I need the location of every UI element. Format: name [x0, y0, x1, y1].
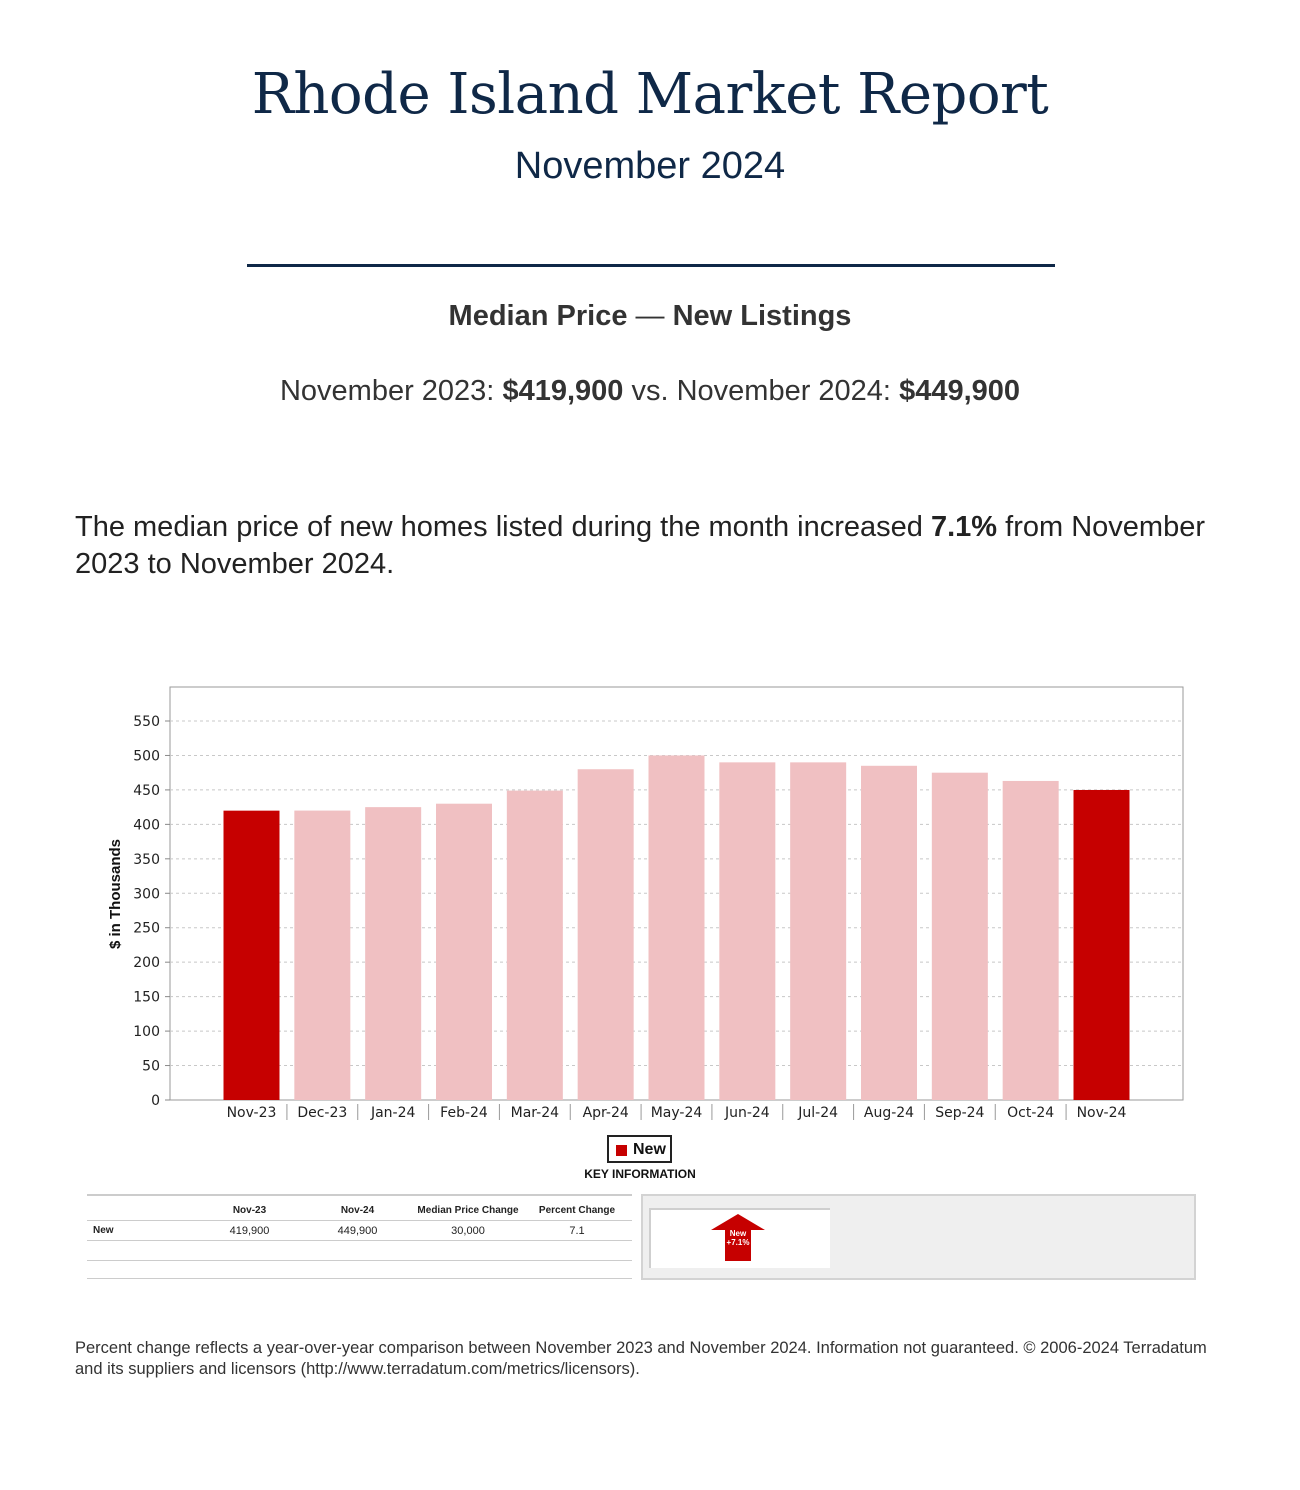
- x-tick-label: Nov-23: [226, 1105, 277, 1121]
- bar-feb-24: [436, 804, 492, 1100]
- table-cell: 30,000: [451, 1225, 485, 1237]
- bar-jul-24: [790, 762, 846, 1100]
- table-rule: [87, 1278, 632, 1279]
- table-rule: [87, 1240, 632, 1241]
- col-header: Nov-24: [340, 1205, 375, 1216]
- legend-label: New: [633, 1141, 666, 1158]
- y-tick-label: 250: [133, 920, 160, 937]
- x-tick-label: Dec-23: [297, 1105, 348, 1121]
- bar-jan-24: [365, 807, 421, 1100]
- summary-before: The median price of new homes listed during the month increased: [75, 511, 923, 543]
- x-tick-label: Aug-24: [863, 1105, 915, 1121]
- curr-period-value: $449,900: [899, 375, 1021, 407]
- bar-jun-24: [719, 762, 775, 1100]
- change-indicator-panel: [641, 1194, 1196, 1280]
- x-tick-label: Feb-24: [440, 1105, 488, 1121]
- change-indicator-card: [649, 1208, 830, 1268]
- table-rule: [87, 1220, 632, 1221]
- bar-aug-24: [861, 766, 917, 1100]
- x-tick-label: May-24: [650, 1105, 703, 1121]
- indicator-value: +7.1%: [726, 1238, 750, 1247]
- x-tick-label: Apr-24: [582, 1105, 629, 1121]
- y-axis-ticks: [133, 714, 170, 1109]
- x-tick-label: Jan-24: [370, 1105, 416, 1121]
- legend-swatch: [616, 1145, 627, 1156]
- table-rule: [87, 1194, 632, 1196]
- y-tick-label: 400: [133, 817, 160, 834]
- y-tick-label: 150: [133, 989, 160, 1006]
- col-header: Percent Change: [538, 1205, 616, 1216]
- prev-period-value: $419,900: [502, 375, 624, 407]
- bar-may-24: [649, 755, 705, 1100]
- y-tick-label: 50: [142, 1058, 160, 1075]
- bar-mar-24: [507, 791, 563, 1100]
- chart-legend: [607, 1135, 672, 1163]
- category-name: New Listings: [672, 300, 852, 332]
- indicator-series: New: [729, 1229, 747, 1238]
- x-tick-label: Oct-24: [1007, 1105, 1055, 1121]
- bar-dec-23: [294, 811, 350, 1100]
- table-cell: 419,900: [229, 1225, 270, 1237]
- col-header: Median Price Change: [417, 1205, 519, 1216]
- prev-period-label: November 2023:: [279, 375, 495, 407]
- vs-text: vs.: [631, 375, 669, 407]
- bar-sep-24: [932, 773, 988, 1100]
- row-label: New: [93, 1225, 114, 1236]
- y-axis-label: $ in Thousands: [107, 838, 124, 950]
- bar-apr-24: [578, 769, 634, 1100]
- y-tick-label: 300: [133, 886, 160, 903]
- bar-nov-23: [224, 811, 280, 1100]
- curr-period-label: November 2024:: [676, 375, 891, 407]
- change-indicator-label: [713, 1229, 763, 1247]
- y-tick-label: 0: [151, 1093, 160, 1109]
- y-tick-label: 200: [133, 955, 160, 972]
- y-tick-label: 550: [133, 714, 160, 730]
- x-tick-label: Sep-24: [935, 1105, 985, 1121]
- report-subtitle: November 2024: [514, 145, 786, 187]
- table-rule: [87, 1260, 632, 1261]
- y-tick-label: 450: [133, 782, 160, 799]
- report-title: Rhode Island Market Report: [251, 62, 1049, 127]
- summary-after: from November 2023 to November 2024.: [75, 511, 1205, 580]
- bar-nov-24: [1074, 790, 1130, 1100]
- x-tick-label: Nov-24: [1076, 1105, 1127, 1121]
- x-tick-label: Jul-24: [798, 1105, 839, 1121]
- heading-dash: —: [635, 300, 665, 332]
- x-tick-label: Mar-24: [510, 1105, 560, 1121]
- table-cell: 449,900: [337, 1225, 378, 1237]
- metric-name: Median Price: [448, 300, 628, 332]
- col-header: Nov-23: [232, 1205, 267, 1216]
- y-tick-label: 350: [133, 851, 160, 868]
- x-tick-label: Jun-24: [724, 1105, 770, 1121]
- table-cell: 7.1: [569, 1225, 585, 1237]
- x-axis-ticks: [227, 1104, 1127, 1121]
- y-tick-label: 500: [133, 748, 160, 765]
- footnote: Percent change reflects a year-over-year comparison between November 2023 and November 2024. Information not guaranteed. © 2006-2024 Terradatum and its suppliers and licensors (http://www.terradatum.com/metrics/licensors).: [75, 1339, 1207, 1378]
- y-tick-label: 100: [133, 1024, 160, 1041]
- summary-percent: 7.1%: [930, 511, 998, 543]
- key-information-caption: KEY INFORMATION: [584, 1167, 696, 1181]
- bar-oct-24: [1003, 781, 1059, 1100]
